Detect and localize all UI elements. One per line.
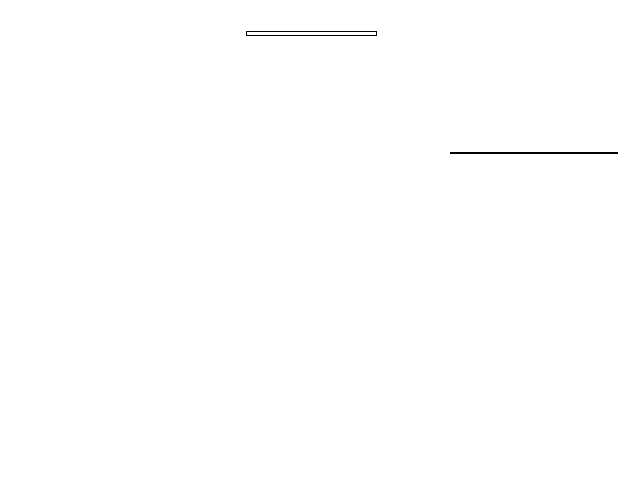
indices-table — [450, 152, 618, 154]
legend — [246, 31, 377, 36]
